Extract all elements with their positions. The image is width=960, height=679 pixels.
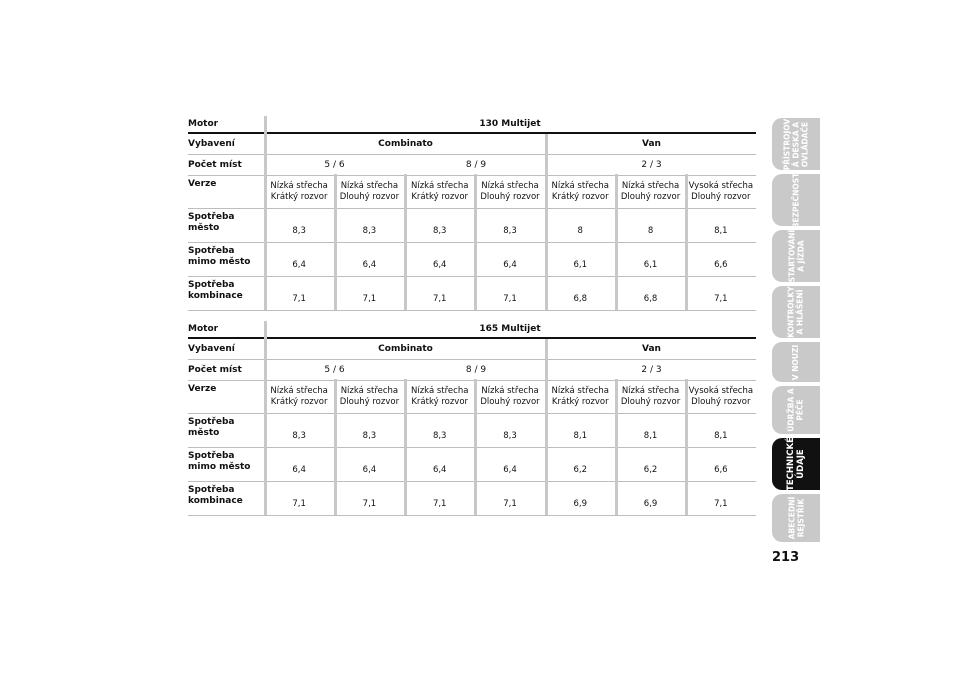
group-van: Van <box>642 344 661 354</box>
row-label: Spotřeba kombinace <box>188 485 243 506</box>
vybaveni-row <box>188 339 756 360</box>
value-cell: 6,9 <box>643 499 658 509</box>
column-separator <box>615 174 618 310</box>
value-cell: 8,1 <box>643 431 658 441</box>
value-cell: 6,4 <box>292 465 306 475</box>
pocet-label: Počet míst <box>188 159 242 170</box>
pocet-label: Počet míst <box>188 364 242 375</box>
column-separator <box>685 174 688 310</box>
vybaveni-label: Vybavení <box>188 138 235 149</box>
group-van: Van <box>642 139 661 149</box>
value-cell: 6,2 <box>573 465 588 475</box>
value-cell: 8,1 <box>573 431 588 441</box>
verze-cell: Vysoká střecha Dlouhý rozvor <box>688 181 754 202</box>
value-cell: 8,3 <box>362 226 377 236</box>
verze-cell: Nízká střecha Dlouhý rozvor <box>620 181 681 202</box>
value-cell: 8,3 <box>292 431 306 441</box>
vybaveni-label: Vybavení <box>188 343 235 354</box>
column-separator <box>404 174 407 310</box>
verze-cell: Nízká střecha Krátký rozvor <box>551 181 609 202</box>
value-cell: 8,3 <box>292 226 306 236</box>
verze-cell: Vysoká střecha Dlouhý rozvor <box>688 386 754 407</box>
motor-row <box>188 321 756 339</box>
value-cell: 6,6 <box>714 465 728 475</box>
value-cell: 8 <box>647 226 654 236</box>
tab-label: PŘÍSTROJOV Á DESKA A OVLÁDAČE <box>782 118 810 170</box>
value-cell: 6,4 <box>362 465 377 475</box>
vybaveni-row <box>188 134 756 155</box>
value-cell: 6,4 <box>503 260 517 270</box>
pocet-value: 8 / 9 <box>465 160 487 170</box>
consumption-row-combined <box>188 277 756 311</box>
motor-value: 165 Multijet <box>479 324 541 334</box>
column-separator <box>474 174 477 310</box>
column-separator <box>334 174 337 310</box>
tab-label: ABECEDNÍ REJSTŘÍK <box>786 496 805 540</box>
column-separator <box>685 379 688 515</box>
motor-value: 130 Multijet <box>479 119 541 129</box>
tab-label: ÚDRŽBA A PÉČE <box>787 388 805 432</box>
value-cell: 7,1 <box>362 499 377 509</box>
value-cell: 7,1 <box>503 294 517 304</box>
verze-cell: Nízká střecha Krátký rozvor <box>270 386 328 407</box>
tab-label: V NOUZI <box>791 344 801 380</box>
verze-label: Verze <box>188 179 217 189</box>
column-separator <box>264 116 267 310</box>
value-cell: 8,3 <box>362 431 377 441</box>
verze-cell: Nízká střecha Dlouhý rozvor <box>339 181 400 202</box>
consumption-row-combined <box>188 482 756 516</box>
value-cell: 6,4 <box>292 260 306 270</box>
consumption-row-city <box>188 209 756 243</box>
tab-v-nouzi[interactable] <box>772 342 820 382</box>
verze-cell: Nízká střecha Krátký rozvor <box>551 386 609 407</box>
row-label: Spotřeba mimo město <box>188 451 251 472</box>
pocet-row <box>188 360 756 381</box>
value-cell: 7,1 <box>292 499 306 509</box>
consumption-table-130 <box>188 116 756 311</box>
value-cell: 6,8 <box>643 294 658 304</box>
verze-cell: Nízká střecha Krátký rozvor <box>410 181 469 202</box>
value-cell: 6,4 <box>432 465 447 475</box>
value-cell: 8,1 <box>714 226 728 236</box>
verze-cells <box>264 176 756 208</box>
row-label: Spotřeba kombinace <box>188 280 243 301</box>
verze-row <box>188 381 756 414</box>
verze-label: Verze <box>188 384 217 394</box>
value-cell: 7,1 <box>362 294 377 304</box>
group-combinato: Combinato <box>378 139 433 149</box>
tab-label: BEZPEČNOST <box>791 172 801 228</box>
pocet-value: 2 / 3 <box>641 160 662 170</box>
value-cell: 7,1 <box>714 294 728 304</box>
tab-label: KONTROLKY A HLÁŠENÍ <box>787 286 806 338</box>
column-separator <box>474 379 477 515</box>
tab-label: TECHNICKÉ ÚDAJE <box>786 437 806 491</box>
value-cell: 7,1 <box>503 499 517 509</box>
value-cell: 8 <box>577 226 583 236</box>
column-separator <box>545 134 548 310</box>
pocet-value: 5 / 6 <box>324 365 345 375</box>
value-cell: 7,1 <box>432 294 447 304</box>
tab-udrzba[interactable] <box>772 386 820 434</box>
verze-cell: Nízká střecha Krátký rozvor <box>410 386 469 407</box>
column-separator <box>404 379 407 515</box>
value-cell: 6,9 <box>573 499 588 509</box>
group-combinato: Combinato <box>378 344 433 354</box>
value-cell: 6,4 <box>432 260 447 270</box>
pocet-value: 2 / 3 <box>641 365 662 375</box>
verze-row <box>188 176 756 209</box>
consumption-table-165 <box>188 321 756 516</box>
verze-cell: Nízká střecha Dlouhý rozvor <box>480 181 540 202</box>
pocet-value: 5 / 6 <box>324 160 345 170</box>
row-label: Spotřeba město <box>188 417 235 438</box>
value-cell: 8,3 <box>503 226 517 236</box>
value-cell: 6,2 <box>643 465 658 475</box>
value-cell: 6,4 <box>362 260 377 270</box>
motor-label: Motor <box>188 323 219 334</box>
column-separator <box>615 379 618 515</box>
consumption-row-city <box>188 414 756 448</box>
tab-label: STARTOVÁNÍ A JÍZDA <box>787 229 806 283</box>
column-separator <box>264 321 267 515</box>
page-number: 213 <box>772 550 800 565</box>
value-cell: 6,1 <box>643 260 658 270</box>
verze-cell: Nízká střecha Dlouhý rozvor <box>480 386 540 407</box>
pocet-row <box>188 155 756 176</box>
value-cell: 8,3 <box>503 431 517 441</box>
value-cell: 8,3 <box>432 226 447 236</box>
verze-cell: Nízká střecha Dlouhý rozvor <box>339 386 400 407</box>
column-separator <box>334 379 337 515</box>
value-cell: 7,1 <box>714 499 728 509</box>
value-cell: 6,6 <box>714 260 728 270</box>
value-cell: 6,8 <box>573 294 588 304</box>
tab-abecedni-rejstrik[interactable] <box>772 494 820 542</box>
row-label: Spotřeba mimo město <box>188 246 251 267</box>
verze-cell: Nízká střecha Dlouhý rozvor <box>620 386 681 407</box>
value-cell: 7,1 <box>292 294 306 304</box>
tab-kontrolky[interactable] <box>772 286 820 338</box>
value-cell: 7,1 <box>432 499 447 509</box>
consumption-row-highway <box>188 448 756 482</box>
column-separator <box>545 339 548 515</box>
value-cell: 8,1 <box>714 431 728 441</box>
consumption-row-highway <box>188 243 756 277</box>
value-cell: 8,3 <box>432 431 447 441</box>
verze-cells <box>264 381 756 413</box>
tab-bezpecnost[interactable] <box>772 174 820 226</box>
pocet-value: 8 / 9 <box>465 365 487 375</box>
verze-cell: Nízká střecha Krátký rozvor <box>270 181 328 202</box>
tab-pristrojova-deska[interactable] <box>772 118 820 170</box>
motor-row <box>188 116 756 134</box>
motor-label: Motor <box>188 118 219 129</box>
tab-startovani[interactable] <box>772 230 820 282</box>
value-cell: 6,4 <box>503 465 517 475</box>
value-cell: 6,1 <box>573 260 588 270</box>
tab-technicke-udaje[interactable] <box>772 438 820 490</box>
row-label: Spotřeba město <box>188 212 235 233</box>
